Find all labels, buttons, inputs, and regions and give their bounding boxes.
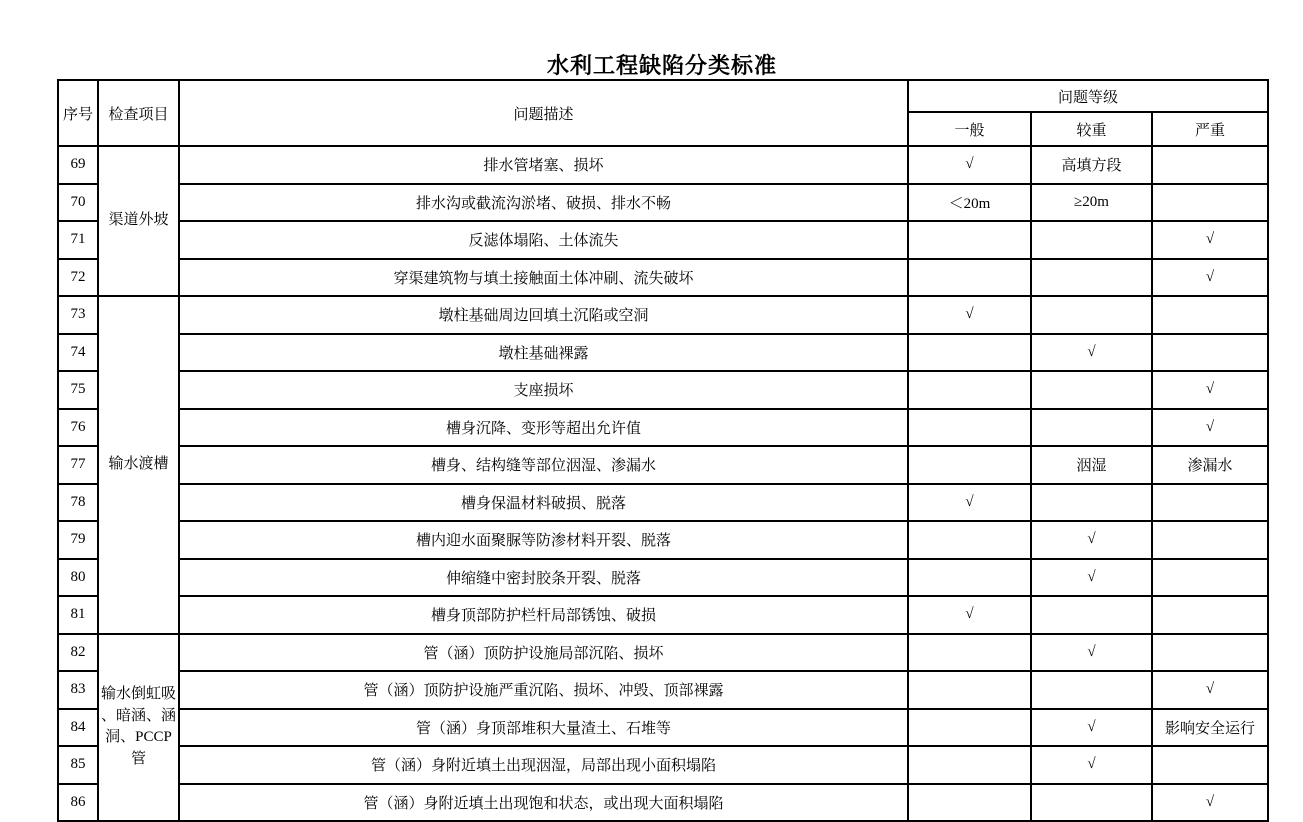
level-moderate-cell bbox=[1031, 409, 1152, 447]
problem-description-cell: 穿渠建筑物与填土接触面土体冲刷、流失破坏 bbox=[179, 259, 908, 297]
problem-description-cell: 管（涵）身附近填土出现饱和状态，或出现大面积塌陷 bbox=[179, 784, 908, 822]
level-general-cell bbox=[908, 709, 1031, 747]
level-moderate-cell bbox=[1031, 259, 1152, 297]
row-number-cell: 82 bbox=[58, 634, 98, 672]
level-moderate-cell: 洇湿 bbox=[1031, 446, 1152, 484]
level-moderate-cell: √ bbox=[1031, 334, 1152, 372]
level-severe-cell bbox=[1152, 559, 1268, 597]
problem-description-cell: 管（涵）顶防护设施严重沉陷、损坏、冲毁、顶部裸露 bbox=[179, 671, 908, 709]
row-number-cell: 85 bbox=[58, 746, 98, 784]
table-body bbox=[58, 146, 1268, 821]
problem-description-cell: 槽身保温材料破损、脱落 bbox=[179, 484, 908, 522]
level-severe-cell: √ bbox=[1152, 371, 1268, 409]
row-number-cell: 70 bbox=[58, 184, 98, 222]
table-row bbox=[58, 184, 1268, 222]
row-number-cell: 74 bbox=[58, 334, 98, 372]
problem-description-cell: 槽身顶部防护栏杆局部锈蚀、破损 bbox=[179, 596, 908, 634]
header-row-1 bbox=[58, 80, 1268, 112]
table-row bbox=[58, 784, 1268, 822]
row-number-cell: 79 bbox=[58, 521, 98, 559]
table-row bbox=[58, 334, 1268, 372]
level-severe-cell bbox=[1152, 596, 1268, 634]
table-row bbox=[58, 671, 1268, 709]
row-number-cell: 76 bbox=[58, 409, 98, 447]
inspection-item-category-cell: 输水倒虹吸、暗涵、涵洞、PCCP管 bbox=[98, 634, 179, 822]
level-severe-cell: √ bbox=[1152, 221, 1268, 259]
problem-description-cell: 墩柱基础周边回填土沉陷或空洞 bbox=[179, 296, 908, 334]
level-moderate-cell bbox=[1031, 671, 1152, 709]
level-severe-cell: √ bbox=[1152, 409, 1268, 447]
level-severe-cell bbox=[1152, 521, 1268, 559]
defect-classification-table bbox=[57, 79, 1269, 822]
row-number-cell: 80 bbox=[58, 559, 98, 597]
level-moderate-cell: 高填方段 bbox=[1031, 146, 1152, 184]
inspection-item-category-cell: 输水渡槽 bbox=[98, 296, 179, 634]
header-level-severe: 严重 bbox=[1152, 112, 1268, 146]
level-general-cell bbox=[908, 221, 1031, 259]
level-severe-cell: 渗漏水 bbox=[1152, 446, 1268, 484]
level-moderate-cell: √ bbox=[1031, 634, 1152, 672]
row-number-cell: 81 bbox=[58, 596, 98, 634]
level-general-cell bbox=[908, 446, 1031, 484]
table-row bbox=[58, 446, 1268, 484]
header-level-general: 一般 bbox=[908, 112, 1031, 146]
level-general-cell bbox=[908, 784, 1031, 822]
header-level-moderate: 较重 bbox=[1031, 112, 1152, 146]
header-index: 序号 bbox=[58, 80, 98, 146]
problem-description-cell: 排水沟或截流沟淤堵、破损、排水不畅 bbox=[179, 184, 908, 222]
level-severe-cell bbox=[1152, 334, 1268, 372]
level-general-cell bbox=[908, 746, 1031, 784]
level-general-cell bbox=[908, 334, 1031, 372]
table-row bbox=[58, 146, 1268, 184]
table-row bbox=[58, 409, 1268, 447]
level-general-cell bbox=[908, 671, 1031, 709]
level-general-cell bbox=[908, 521, 1031, 559]
table-row bbox=[58, 221, 1268, 259]
level-moderate-cell: √ bbox=[1031, 709, 1152, 747]
level-moderate-cell bbox=[1031, 596, 1152, 634]
level-moderate-cell: ≥20m bbox=[1031, 184, 1152, 222]
level-severe-cell: √ bbox=[1152, 784, 1268, 822]
table-row bbox=[58, 484, 1268, 522]
level-general-cell bbox=[908, 259, 1031, 297]
table-row bbox=[58, 521, 1268, 559]
table-header bbox=[58, 80, 1268, 146]
level-severe-cell bbox=[1152, 184, 1268, 222]
row-number-cell: 78 bbox=[58, 484, 98, 522]
level-severe-cell bbox=[1152, 746, 1268, 784]
problem-description-cell: 管（涵）身顶部堆积大量渣土、石堆等 bbox=[179, 709, 908, 747]
level-general-cell bbox=[908, 634, 1031, 672]
level-severe-cell bbox=[1152, 296, 1268, 334]
level-general-cell bbox=[908, 371, 1031, 409]
table-row bbox=[58, 559, 1268, 597]
level-moderate-cell: √ bbox=[1031, 521, 1152, 559]
level-general-cell bbox=[908, 409, 1031, 447]
level-severe-cell bbox=[1152, 634, 1268, 672]
level-general-cell: √ bbox=[908, 484, 1031, 522]
inspection-item-category-cell: 渠道外坡 bbox=[98, 146, 179, 296]
level-general-cell: √ bbox=[908, 596, 1031, 634]
problem-description-cell: 墩柱基础裸露 bbox=[179, 334, 908, 372]
problem-description-cell: 槽内迎水面聚脲等防渗材料开裂、脱落 bbox=[179, 521, 908, 559]
problem-description-cell: 排水管堵塞、损坏 bbox=[179, 146, 908, 184]
level-moderate-cell: √ bbox=[1031, 559, 1152, 597]
table-row bbox=[58, 746, 1268, 784]
row-number-cell: 77 bbox=[58, 446, 98, 484]
level-severe-cell: √ bbox=[1152, 671, 1268, 709]
level-general-cell: √ bbox=[908, 146, 1031, 184]
level-severe-cell: 影响安全运行 bbox=[1152, 709, 1268, 747]
table-row bbox=[58, 259, 1268, 297]
table-row bbox=[58, 296, 1268, 334]
row-number-cell: 84 bbox=[58, 709, 98, 747]
row-number-cell: 75 bbox=[58, 371, 98, 409]
table-row bbox=[58, 371, 1268, 409]
table-row bbox=[58, 709, 1268, 747]
header-problem-description: 问题描述 bbox=[179, 80, 908, 146]
problem-description-cell: 槽身沉降、变形等超出允许值 bbox=[179, 409, 908, 447]
problem-description-cell: 管（涵）身附近填土出现洇湿，局部出现小面积塌陷 bbox=[179, 746, 908, 784]
level-moderate-cell bbox=[1031, 784, 1152, 822]
level-general-cell: ＜20m bbox=[908, 184, 1031, 222]
level-general-cell: √ bbox=[908, 296, 1031, 334]
level-moderate-cell bbox=[1031, 221, 1152, 259]
problem-description-cell: 反滤体塌陷、土体流失 bbox=[179, 221, 908, 259]
level-moderate-cell bbox=[1031, 371, 1152, 409]
problem-description-cell: 槽身、结构缝等部位洇湿、渗漏水 bbox=[179, 446, 908, 484]
document-title: 水利工程缺陷分类标准 bbox=[546, 53, 777, 78]
row-number-cell: 73 bbox=[58, 296, 98, 334]
level-moderate-cell bbox=[1031, 484, 1152, 522]
table-row bbox=[58, 634, 1268, 672]
row-number-cell: 71 bbox=[58, 221, 98, 259]
level-severe-cell bbox=[1152, 146, 1268, 184]
row-number-cell: 86 bbox=[58, 784, 98, 822]
level-severe-cell: √ bbox=[1152, 259, 1268, 297]
header-inspection-item: 检查项目 bbox=[98, 80, 179, 146]
row-number-cell: 83 bbox=[58, 671, 98, 709]
problem-description-cell: 支座损坏 bbox=[179, 371, 908, 409]
problem-description-cell: 伸缩缝中密封胶条开裂、脱落 bbox=[179, 559, 908, 597]
table-row bbox=[58, 596, 1268, 634]
level-moderate-cell bbox=[1031, 296, 1152, 334]
problem-description-cell: 管（涵）顶防护设施局部沉陷、损坏 bbox=[179, 634, 908, 672]
level-severe-cell bbox=[1152, 484, 1268, 522]
row-number-cell: 69 bbox=[58, 146, 98, 184]
header-problem-level-group: 问题等级 bbox=[908, 80, 1268, 112]
row-number-cell: 72 bbox=[58, 259, 98, 297]
level-general-cell bbox=[908, 559, 1031, 597]
level-moderate-cell: √ bbox=[1031, 746, 1152, 784]
